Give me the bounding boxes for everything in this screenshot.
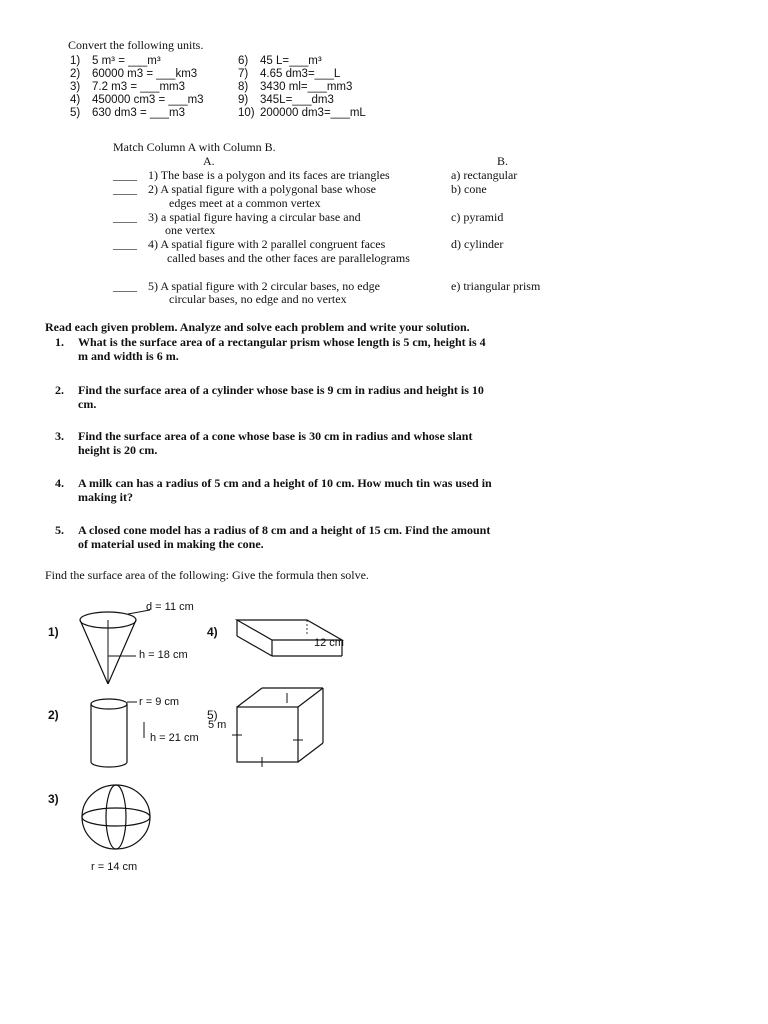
figure-3-radius-label: r = 14 cm <box>91 861 138 873</box>
column-a-item: 2) A spatial figure with a polygonal base whose <box>148 182 376 196</box>
column-b-item: c) pyramid <box>451 210 504 224</box>
figure-2-height-label: h = 21 cm <box>150 732 199 744</box>
rectangular-prism-figure <box>237 620 342 656</box>
conversion-item: 7) 4.65 dm3=___L <box>238 68 341 80</box>
figure-4-number: 4) <box>207 625 218 639</box>
answer-blank: ____ <box>113 168 137 182</box>
problems-title: Read each given problem. Analyze and solve each problem and write your solution. <box>45 320 470 334</box>
problem-text: Find the surface area of a cylinder whose base is 9 cm in radius and height is 10 <box>78 383 484 397</box>
conversion-item: 6) 45 L=___m³ <box>238 55 322 67</box>
answer-blank: ____ <box>113 210 137 224</box>
column-a-item-cont: one vertex <box>165 223 216 237</box>
answer-blank: ____ <box>113 237 137 251</box>
figure-1-height-label: h = 18 cm <box>139 649 188 661</box>
conversion-item: 1) 5 m³ = ___m³ <box>70 55 161 67</box>
figure-4-dimension-label: 12 cm <box>314 637 344 649</box>
cube-figure <box>232 688 323 767</box>
column-a-item-cont: circular bases, no edge and no vertex <box>169 292 347 306</box>
conversion-item: 8) 3430 ml=___mm3 <box>238 81 353 93</box>
problem-number: 2. <box>55 383 64 397</box>
sphere-figure <box>82 785 150 849</box>
problem-number: 1. <box>55 335 64 349</box>
column-a-item-cont: edges meet at a common vertex <box>169 196 321 210</box>
figure-1-diameter-label: d = 11 cm <box>146 601 194 613</box>
problem-text-cont: cm. <box>78 397 97 411</box>
problem-number: 4. <box>55 476 64 490</box>
matching-title: Match Column A with Column B. <box>113 140 276 154</box>
problem-number: 3. <box>55 429 64 443</box>
column-a-item: 3) a spatial figure having a circular base and <box>148 210 361 224</box>
conversion-item: 3) 7.2 m3 = ___mm3 <box>70 81 186 93</box>
conversion-item: 10) 200000 dm3=___mL <box>238 107 366 119</box>
column-b-item: e) triangular prism <box>451 279 541 293</box>
problem-text: A milk can has a radius of 5 cm and a height of 10 cm. How much tin was used in <box>78 476 492 490</box>
column-a-item-cont: called bases and the other faces are parallelograms <box>167 251 410 265</box>
problem-text-cont: m and width is 6 m. <box>78 349 179 363</box>
column-a-item: 4) A spatial figure with 2 parallel congruent faces <box>148 237 386 251</box>
conversion-item: 2) 60000 m3 = ___km3 <box>70 68 198 80</box>
problem-text: A closed cone model has a radius of 8 cm and a height of 15 cm. Find the amount <box>78 523 491 537</box>
figure-5-number: 5) <box>207 708 218 722</box>
figure-5-dimension-label: 5 m <box>208 719 227 731</box>
column-b-item: d) cylinder <box>451 237 504 251</box>
problem-number: 5. <box>55 523 64 537</box>
problem-text: What is the surface area of a rectangular prism whose length is 5 cm, height is 4 <box>78 335 486 349</box>
conversion-item: 4) 450000 cm3 = ___m3 <box>70 94 204 106</box>
cone-figure <box>80 610 150 684</box>
column-b-item: a) rectangular <box>451 168 518 182</box>
column-a-item: 5) A spatial figure with 2 circular bases, no edge <box>148 279 380 293</box>
figure-1-number: 1) <box>48 625 59 639</box>
figures-title: Find the surface area of the following: Give the formula then solve. <box>45 568 369 582</box>
column-a-item: 1) The base is a polygon and its faces are triangles <box>148 168 390 182</box>
figure-2-radius-label: r = 9 cm <box>139 696 180 708</box>
column-b-header: B. <box>497 154 509 168</box>
column-b-item: b) cone <box>451 182 487 196</box>
answer-blank: ____ <box>113 279 137 293</box>
answer-blank: ____ <box>113 182 137 196</box>
figure-2-number: 2) <box>48 708 59 722</box>
problem-text-cont: of material used in making the cone. <box>78 537 264 551</box>
figure-3-number: 3) <box>48 792 59 806</box>
problem-text: Find the surface area of a cone whose base is 30 cm in radius and whose slant <box>78 429 473 443</box>
column-a-header: A. <box>203 154 215 168</box>
conversion-item: 5) 630 dm3 = ___m3 <box>70 107 186 119</box>
problem-text-cont: making it? <box>78 490 134 504</box>
conversion-title: Convert the following units. <box>68 38 204 52</box>
problem-text-cont: height is 20 cm. <box>78 443 158 457</box>
conversion-item: 9) 345L=___dm3 <box>238 94 334 106</box>
cylinder-figure <box>91 699 144 767</box>
